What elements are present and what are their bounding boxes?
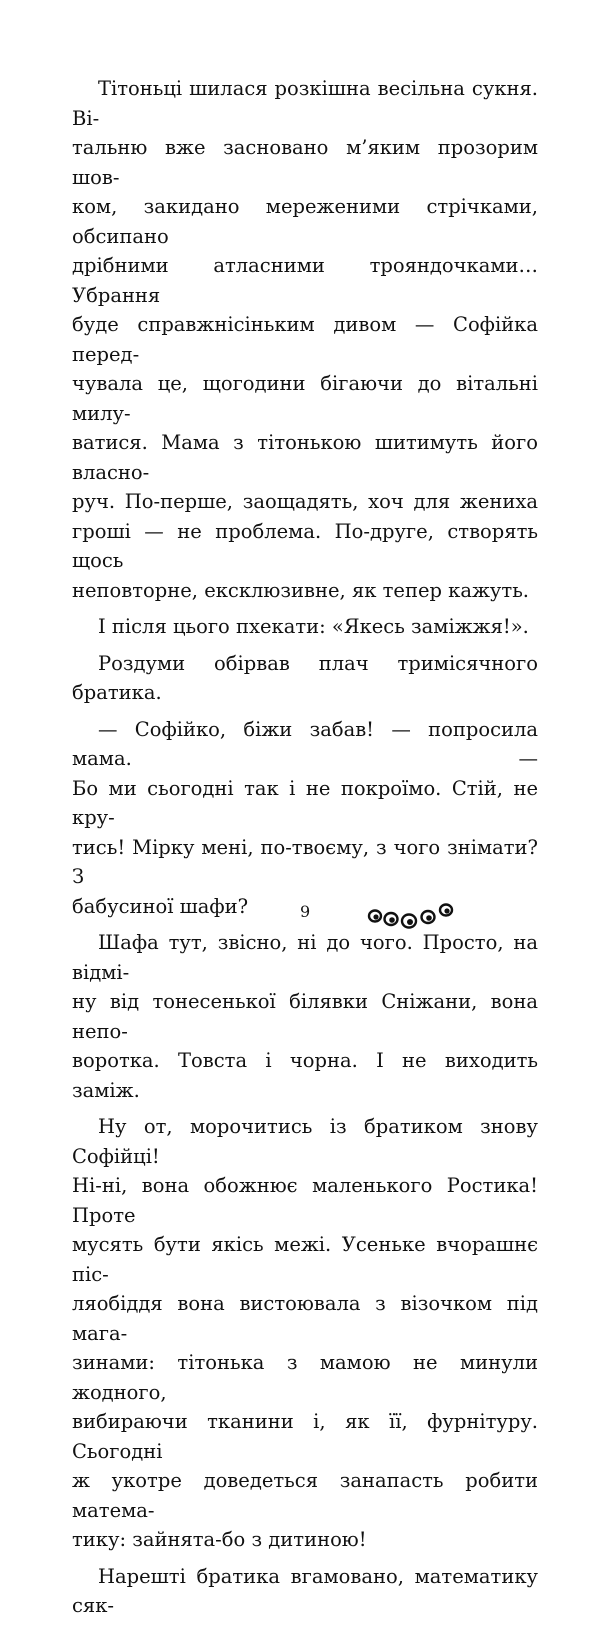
text-line: зинами: тітонька з мамою не минули жодного,	[72, 1351, 538, 1404]
text-line: гроші — не проблема. По-друге, створять щось	[72, 519, 538, 572]
text-line: ком, закидано мереженими стрічками, обсипано	[72, 195, 538, 248]
paragraph	[72, 612, 538, 642]
text-line: Ні-ні, вона обожнює маленького Ростика! Проте	[72, 1174, 538, 1227]
text-line: Бо ми сьогодні так і не покроїмо. Стій, не кру-	[72, 776, 538, 829]
text-line: — Софійко, біжи забав! — попросила мама. —	[72, 717, 538, 770]
body-text	[72, 74, 538, 1628]
text-line: тику: зайнята-бо з дитиною!	[72, 1528, 367, 1551]
text-line: ляобіддя вона вистоювала з візочком під мага-	[72, 1292, 538, 1345]
text-line: тальню вже засновано м’яким прозорим шов-	[72, 136, 538, 189]
text-line: воротка. Товста і чорна. І не виходить заміж.	[72, 1049, 538, 1102]
text-line: ж укотре доведеться занапасть робити матема-	[72, 1469, 538, 1522]
text-line: ну від тонесенької білявки Сніжани, вона непо-	[72, 990, 538, 1043]
eyes-ornament-icon	[366, 890, 460, 930]
page-number: 9	[300, 902, 311, 921]
paragraph	[72, 74, 538, 605]
text-line: чувала це, щогодини бігаючи до вітальні милу-	[72, 372, 538, 425]
text-line: Роздуми обірвав плач тримісячного братика.	[72, 651, 538, 704]
paragraph	[72, 649, 538, 708]
text-line: мусять бути якісь межі. Усеньке вчорашнє піс-	[72, 1233, 538, 1286]
text-line: вибираючи тканини і, як її, фурнітуру. Сьогодні	[72, 1410, 538, 1463]
text-line: руч. По-перше, заощадять, хоч для жениха	[72, 490, 538, 513]
paragraph	[72, 928, 538, 1105]
text-line: Нарешті братика вгамовано, математику сяк-	[72, 1564, 538, 1617]
text-line: бабусиної шафи?	[72, 894, 249, 918]
text-line: І після цього пхекати: «Якесь заміжжя!».	[98, 615, 529, 638]
text-line: Ну от, морочитись із братиком знову Софійці!	[72, 1115, 538, 1168]
text-line: буде справжнісіньким дивом — Софійка перед-	[72, 313, 538, 366]
page-footer	[0, 890, 600, 938]
text-line: Шафа тут, звісно, ні до чого. Просто, на відмі-	[72, 931, 538, 984]
text-line: ватися. Мама з тітонькою шитимуть його власно-	[72, 431, 538, 484]
text-line: тись! Мірку мені, по-твоєму, з чого знімати? З	[72, 835, 538, 888]
text-line: дрібними атласними трояндочками… Убрання	[72, 254, 538, 307]
text-line: неповторне, ексклюзивне, як тепер кажуть.	[72, 578, 530, 602]
paragraph	[72, 1562, 538, 1621]
text-line: Тітоньці шилася розкішна весільна сукня. Ві-	[72, 77, 538, 130]
paragraph	[72, 1112, 538, 1555]
